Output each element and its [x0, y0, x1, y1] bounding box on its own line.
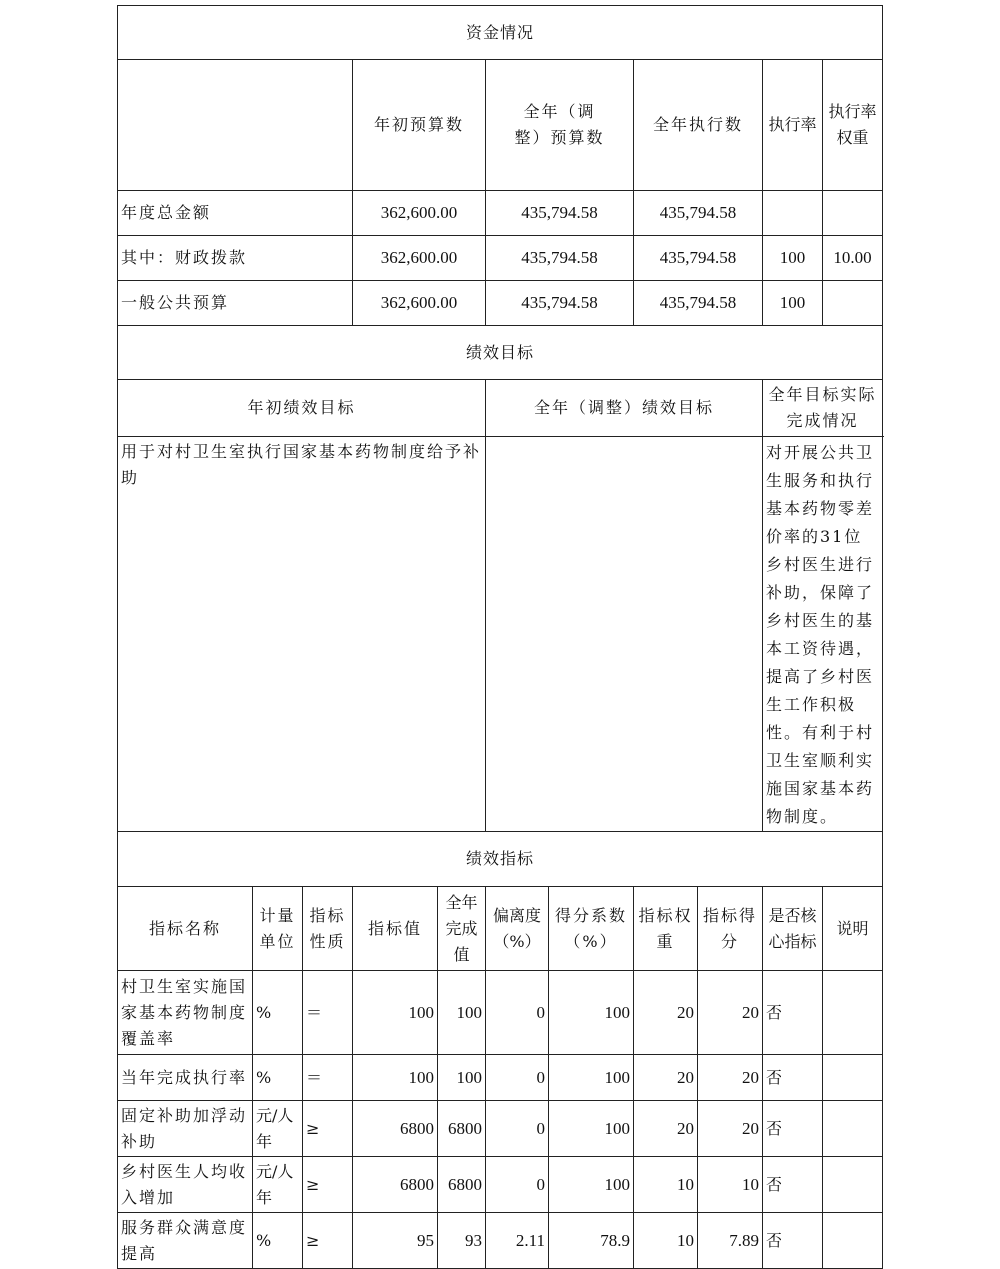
ind-cell-weight: 20 — [634, 1101, 698, 1157]
funding-row-executed: 435,794.58 — [634, 281, 763, 326]
performance-report-sheet — [117, 5, 882, 1269]
ind-cell-unit: 元/人年 — [253, 1101, 303, 1157]
goals-header-adjusted: 全年（调整）绩效目标 — [486, 380, 763, 437]
funding-section-row — [118, 6, 883, 60]
goals-section-row — [118, 326, 883, 380]
goals-section-title: 绩效目标 — [118, 326, 883, 380]
ind-cell-deviation: 0 — [486, 1157, 549, 1213]
ind-header-score: 指标得分 — [698, 887, 763, 971]
ind-cell-target: 95 — [353, 1213, 438, 1269]
ind-cell-nature: ≥ — [303, 1213, 353, 1269]
funding-row-executed: 435,794.58 — [634, 191, 763, 236]
performance-report-table — [117, 5, 883, 1269]
indicators-section-row — [118, 832, 883, 887]
ind-cell-unit: % — [253, 971, 303, 1055]
ind-cell-deviation: 0 — [486, 1101, 549, 1157]
goals-header-actual: 全年目标实际完成情况 — [763, 380, 883, 437]
ind-cell-nature: ＝ — [303, 1055, 353, 1101]
indicator-row — [118, 1101, 883, 1157]
funding-header-adjusted-line2: 整）预算数 — [514, 128, 605, 147]
ind-header-weight: 指标权重 — [634, 887, 698, 971]
funding-row-initial: 362,600.00 — [353, 281, 486, 326]
ind-cell-core: 否 — [763, 1055, 823, 1101]
ind-cell-coef: 78.9 — [549, 1213, 634, 1269]
ind-cell-core: 否 — [763, 971, 823, 1055]
funding-header-executed: 全年执行数 — [634, 60, 763, 191]
ind-cell-note — [823, 1055, 883, 1101]
ind-cell-target: 6800 — [353, 1157, 438, 1213]
ind-cell-name: 服务群众满意度提高 — [118, 1213, 253, 1269]
ind-cell-name: 乡村医生人均收入增加 — [118, 1157, 253, 1213]
ind-header-note: 说明 — [823, 887, 883, 971]
funding-section-title: 资金情况 — [118, 6, 883, 60]
goals-adjusted-text — [486, 437, 763, 832]
ind-cell-coef: 100 — [549, 1055, 634, 1101]
ind-cell-target: 6800 — [353, 1101, 438, 1157]
ind-cell-coef: 100 — [549, 1157, 634, 1213]
ind-cell-note — [823, 1157, 883, 1213]
ind-header-name: 指标名称 — [118, 887, 253, 971]
ind-header-unit: 计量单位 — [253, 887, 303, 971]
funding-row — [118, 281, 883, 326]
indicators-section-title: 绩效指标 — [118, 832, 883, 887]
ind-cell-unit: % — [253, 1055, 303, 1101]
ind-cell-deviation: 0 — [486, 1055, 549, 1101]
indicator-row — [118, 1157, 883, 1213]
ind-cell-note — [823, 1101, 883, 1157]
goals-content-row — [118, 437, 883, 832]
funding-row-adjusted: 435,794.58 — [486, 236, 634, 281]
ind-cell-note — [823, 1213, 883, 1269]
ind-cell-unit: 元/人年 — [253, 1157, 303, 1213]
indicator-row — [118, 1213, 883, 1269]
funding-row-rate: 100 — [763, 236, 823, 281]
indicator-row — [118, 971, 883, 1055]
ind-cell-actual: 100 — [438, 1055, 486, 1101]
ind-cell-score: 20 — [698, 1101, 763, 1157]
funding-row-label: 其中：财政拨款 — [118, 236, 353, 281]
ind-cell-core: 否 — [763, 1213, 823, 1269]
ind-cell-deviation: 2.11 — [486, 1213, 549, 1269]
funding-header-adjusted — [486, 60, 634, 191]
funding-row — [118, 236, 883, 281]
funding-header-blank — [118, 60, 353, 191]
ind-cell-target: 100 — [353, 971, 438, 1055]
funding-row-executed: 435,794.58 — [634, 236, 763, 281]
funding-row — [118, 191, 883, 236]
funding-row-initial: 362,600.00 — [353, 191, 486, 236]
ind-cell-actual: 6800 — [438, 1157, 486, 1213]
indicators-header-row — [118, 887, 883, 971]
ind-header-actual: 全年完成值 — [438, 887, 486, 971]
ind-cell-nature: ≥ — [303, 1157, 353, 1213]
goals-header-initial: 年初绩效目标 — [118, 380, 486, 437]
funding-row-adjusted: 435,794.58 — [486, 191, 634, 236]
funding-row-weight — [823, 191, 883, 236]
ind-cell-weight: 10 — [634, 1213, 698, 1269]
ind-cell-actual: 93 — [438, 1213, 486, 1269]
ind-cell-target: 100 — [353, 1055, 438, 1101]
funding-row-weight — [823, 281, 883, 326]
funding-header-adjusted-line1: 全年（调 — [523, 102, 596, 121]
ind-header-core: 是否核心指标 — [763, 887, 823, 971]
funding-row-rate — [763, 191, 823, 236]
ind-cell-core: 否 — [763, 1101, 823, 1157]
ind-cell-nature: ＝ — [303, 971, 353, 1055]
funding-row-label: 年度总金额 — [118, 191, 353, 236]
goals-initial-text: 用于对村卫生室执行国家基本药物制度给予补助 — [118, 437, 486, 832]
funding-header-weight-line1: 执行率 — [828, 102, 877, 121]
goals-header-row — [118, 380, 883, 437]
funding-row-label: 一般公共预算 — [118, 281, 353, 326]
ind-cell-weight: 20 — [634, 1055, 698, 1101]
funding-row-adjusted: 435,794.58 — [486, 281, 634, 326]
ind-header-coef: 得分系数（%） — [549, 887, 634, 971]
funding-header-weight-line2: 权重 — [836, 128, 869, 147]
ind-cell-nature: ≥ — [303, 1101, 353, 1157]
funding-header-rate: 执行率 — [763, 60, 823, 191]
ind-header-deviation: 偏离度（%） — [486, 887, 549, 971]
funding-row-rate: 100 — [763, 281, 823, 326]
funding-row-weight: 10.00 — [823, 236, 883, 281]
indicator-row — [118, 1055, 883, 1101]
ind-cell-coef: 100 — [549, 1101, 634, 1157]
ind-cell-actual: 6800 — [438, 1101, 486, 1157]
ind-cell-score: 20 — [698, 971, 763, 1055]
ind-cell-name: 当年完成执行率 — [118, 1055, 253, 1101]
ind-cell-coef: 100 — [549, 971, 634, 1055]
funding-header-row — [118, 60, 883, 191]
ind-header-target: 指标值 — [353, 887, 438, 971]
ind-cell-score: 20 — [698, 1055, 763, 1101]
ind-cell-actual: 100 — [438, 971, 486, 1055]
ind-cell-weight: 20 — [634, 971, 698, 1055]
goals-actual-text: 对开展公共卫生服务和执行基本药物零差价率的31位乡村医生进行补助，保障了乡村医生的基本工资待遇，提高了乡村医生工作积极性。有利于村卫生室顺利实施国家基本药物制度。 — [763, 437, 883, 832]
ind-cell-note — [823, 971, 883, 1055]
ind-cell-name: 固定补助加浮动补助 — [118, 1101, 253, 1157]
funding-row-initial: 362,600.00 — [353, 236, 486, 281]
ind-cell-score: 10 — [698, 1157, 763, 1213]
ind-cell-name: 村卫生室实施国家基本药物制度覆盖率 — [118, 971, 253, 1055]
funding-header-initial: 年初预算数 — [353, 60, 486, 191]
ind-cell-weight: 10 — [634, 1157, 698, 1213]
ind-cell-unit: % — [253, 1213, 303, 1269]
ind-header-nature: 指标性质 — [303, 887, 353, 971]
ind-cell-core: 否 — [763, 1157, 823, 1213]
funding-header-weight — [823, 60, 883, 191]
ind-cell-deviation: 0 — [486, 971, 549, 1055]
ind-cell-score: 7.89 — [698, 1213, 763, 1269]
